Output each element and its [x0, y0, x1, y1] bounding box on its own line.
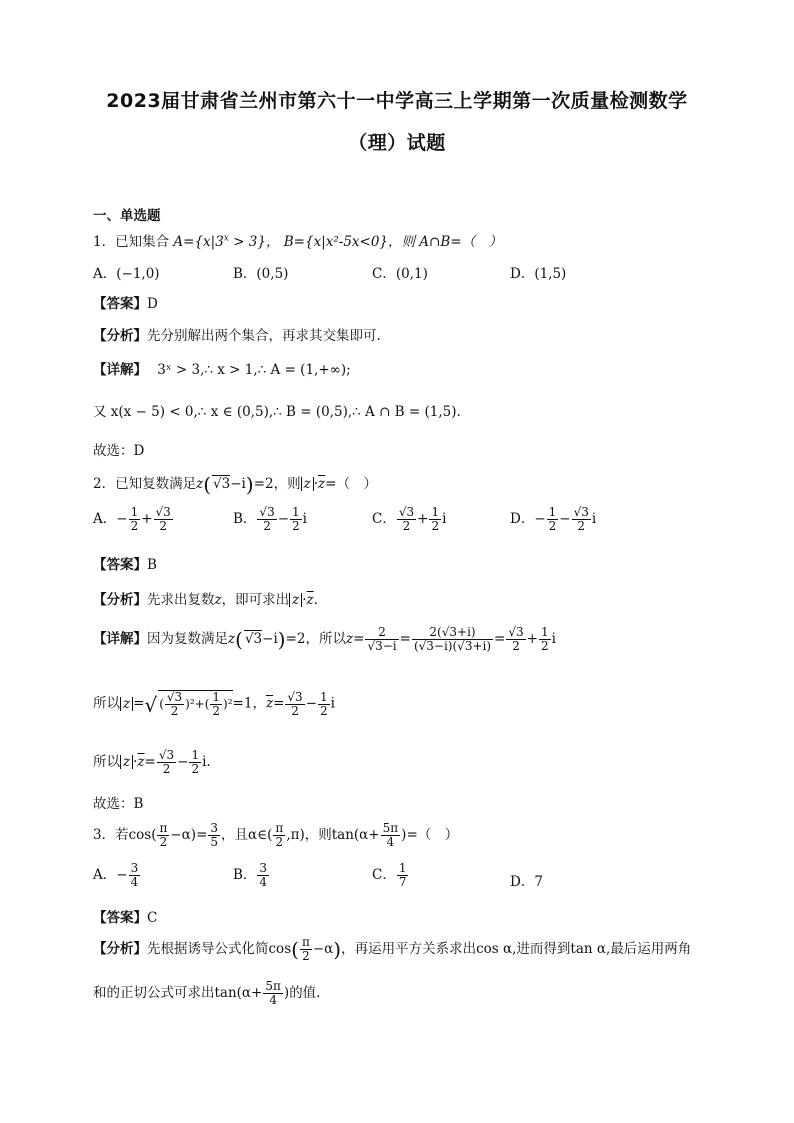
document-title-line1: 2023届甘肃省兰州市第六十一中学高三上学期第一次质量检测数学 — [106, 90, 688, 112]
q1-detail-line1: 3ˣ > 3,∴ x > 1,∴ A = (1,+∞); — [157, 362, 351, 378]
q3-option-c: C． $\frac{1}{7}$ — [372, 861, 407, 889]
q3-answer-value: C — [147, 910, 158, 926]
q1-option-c: C．(0,1) — [372, 266, 428, 282]
q2-answer: 【答案】B — [93, 557, 157, 573]
q2-choose: 故选：B — [93, 796, 144, 812]
q2-modulus: 所以 z = √ ( √ $\frac{3}{2}$ )²+( $\frac{1}{2}$ )²=1，$\overline{z}=$ √ $\frac{3}{2}$ − $\frac{1}{2}$ i — [93, 690, 335, 718]
analysis-tag: 【分析】 — [93, 328, 147, 344]
q3-analysis-cont: 和的正切公式可求出tan(α+ $\frac{5\pi}{4}$ )的值. — [93, 979, 321, 1007]
q1-stem — [93, 230, 502, 250]
q1-option-b: B．(0,5) — [233, 266, 289, 282]
q2-option-b: B． √ $\frac{3}{2}$ − $\frac{1}{2}$ i — [233, 506, 307, 533]
q1-set-a: $A=\{x|3^x > 3\}$， — [173, 233, 280, 250]
q3-option-a: A．− $\frac{3}{4}$ — [93, 861, 139, 889]
q1-analysis-text: 先分别解出两个集合，再求其交集即可. — [147, 328, 381, 344]
q2-analysis: 【分析】先求出复数z，即可求出 $z \cdot\overline{z}$. — [93, 592, 318, 608]
q2-stem-prefix: 2．已知复数满足 — [93, 476, 197, 492]
q1-set-b: B={x|x²-5x<0}，则 A∩B=（ ） — [283, 234, 503, 250]
q1-choose: 故选：D — [93, 443, 145, 459]
q3-analysis: 【分析】先根据诱导公式化简cos( $\frac{\pi}{2}$ −α)，再运用平方关系求出cos α,进而得到tan α,最后运用两角 — [93, 935, 692, 963]
q1-stem-prefix: 1．已知集合 — [93, 234, 170, 250]
q2-detail: 【详解】因为复数满足z( √ 3−i)=2，所以z= 2 √ 3−i = $\frac{2( √ 3+i)}{( √ 3-i)( √ 3+i)}$ = √ $\frac{3}{2}$ + $\frac{1}{2}$ i — [93, 626, 556, 653]
q3-option-d: D．7 — [510, 874, 543, 890]
q1-answer-value: D — [147, 296, 158, 312]
q3-stem: 3．若cos( $\frac{\pi}{2}$ −α)= $\frac{3}{5}$ ，且α∈( $\frac{\pi}{2}$ ,π)，则tan(α+ $\frac{5\pi}{4}$ )=（ ） — [93, 821, 459, 849]
answer-tag: 【答案】 — [93, 296, 147, 312]
q2-answer-value: B — [147, 557, 157, 573]
q1-detail — [93, 358, 351, 378]
q3-option-b: B． $\frac{3}{4}$ — [233, 861, 268, 889]
detail-tag: 【详解】 — [93, 362, 147, 378]
document-title-line2: （理）试题 — [348, 132, 446, 154]
q2-sqrt3: √ 3 — [212, 475, 230, 492]
q2-option-a: A．− $\frac{1}{2}$ + √ $\frac{3}{2}$ — [93, 506, 174, 533]
q1-option-a: A．(−1,0) — [93, 266, 160, 282]
q2-result: 所以 $z \cdot\overline{z}=$ √ $\frac{3}{2}$ − $\frac{1}{2}$ i. — [93, 749, 211, 776]
q1-option-d: D．(1,5) — [510, 266, 567, 282]
q1-answer — [93, 292, 158, 312]
q2-stem: 2．已知复数满足z( √ 3−i)=2，则 $z \cdot\overline{z}=$（ ） — [93, 472, 377, 497]
q1-analysis — [93, 324, 381, 344]
q1-detail-line2: 又 x(x − 5) < 0,∴ x ∈ (0,5),∴ B = (0,5),∴ A ∩ B = (1,5). — [93, 404, 461, 420]
q2-option-c: C． √ $\frac{3}{2}$ + $\frac{1}{2}$ i — [372, 506, 446, 533]
q3-answer: 【答案】C — [93, 910, 158, 926]
q2-option-d: D．− $\frac{1}{2}$ − √ $\frac{3}{2}$ i — [510, 506, 596, 533]
q2-condition: z — [196, 476, 204, 492]
section-heading: 一、单选题 — [93, 208, 161, 224]
